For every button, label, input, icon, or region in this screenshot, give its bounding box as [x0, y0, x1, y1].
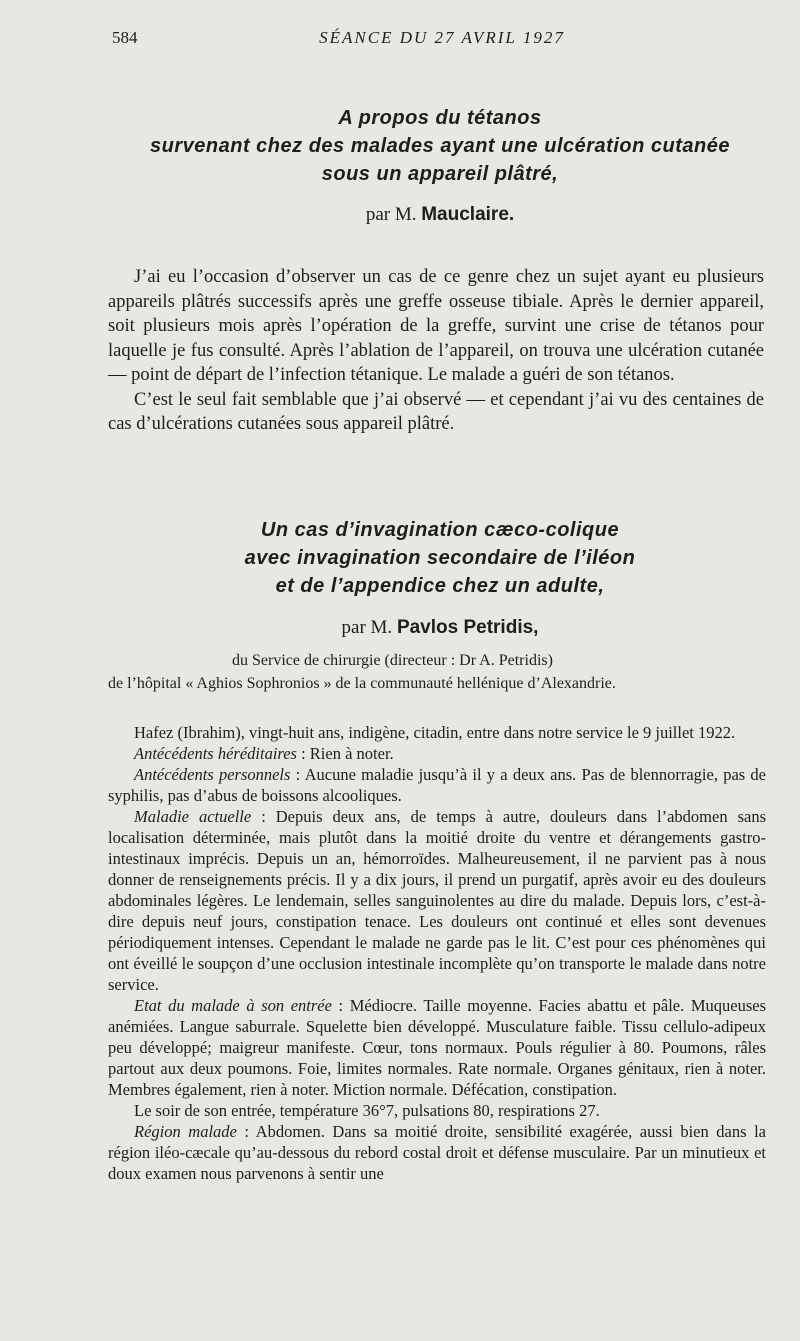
paragraph-label: Etat du malade à son entrée	[134, 996, 332, 1015]
author-name: Mauclaire.	[421, 204, 515, 225]
paragraph-label: Maladie actuelle	[134, 807, 252, 826]
paragraph-text: : Rien à noter.	[296, 744, 394, 763]
author-name: Pavlos Petridis,	[396, 617, 539, 638]
page-number: 584	[112, 28, 138, 47]
byline-prefix: par M.	[341, 617, 393, 638]
article2-byline	[100, 617, 780, 639]
paragraph: C’est le seul fait semblable que j’ai observé — et cependant j’ai vu des centaines de cas d’ulcérations cutanées sous appareil plâtré.	[108, 389, 764, 434]
article1-byline	[100, 204, 780, 226]
running-head	[112, 28, 772, 54]
paragraph	[108, 722, 766, 743]
article2-title	[100, 516, 780, 600]
paragraph: J’ai eu l’occasion d’observer un cas de ce genre chez un sujet ayant eu plusieurs appareils plâtrés successifs après une greffe osseuse tibiale. Après le dernier appareil, soit plusieurs mois après l’opération de la greffe, survint une crise de tétanos pour laquelle je fus consulté. Après l’ablation de l’appareil, on trouva une ulcération cutanée — point de départ de l’infection tétanique. Le malade a guéri de son tétanos.	[108, 267, 764, 385]
paragraph	[108, 995, 766, 1100]
article2-title-line: avec invagination secondaire de l’iléon	[244, 547, 636, 569]
paragraph-text: : Depuis deux ans, de temps à autre, douleurs dans l’abdomen sans localisation déterminée, mais plutôt dans la moitié droite du ventre et dérangements gastro-intestinaux imprécis. Depuis un an, hémorroïdes. Malheureusement, il ne parvient pas à nous donner de renseignements précis. Il y a dix jours, il prend un purgatif, après avoir eu des douleurs abdominales légères. Le lendemain, selles sanguinolentes au dire du malade. Depuis lors, c’est-à-dire depuis neuf jours, constipation tenace. Les douleurs ont continué et elles sont devenues périodiquement intenses. Cependant le malade ne garde pas le lit. C’est pour ces phénomènes qui ont éveillé le soupçon d’une occlusion intestinale incomplète qu’on transporte le malade dans notre service.	[108, 807, 766, 994]
article2-title-line: et de l’appendice chez un adulte,	[275, 575, 605, 597]
article1-body	[108, 265, 764, 437]
paragraph-text: Hafez (Ibrahim), vingt-huit ans, indigène, citadin, entre dans notre service le 9 juillet 1922.	[134, 723, 736, 742]
article1-title	[100, 104, 780, 188]
paragraph-label: Antécédents personnels	[134, 765, 291, 784]
article2-title-line: Un cas d’invagination cæco-colique	[260, 519, 620, 541]
byline-prefix: par M.	[365, 204, 417, 225]
paragraph	[108, 764, 766, 806]
affiliation-line: de l’hôpital « Aghios Sophronios » de la communauté hellénique d’Alexandrie.	[108, 675, 616, 692]
paragraph	[108, 743, 766, 764]
paragraph-label: Région malade	[134, 1122, 237, 1141]
article2-body	[108, 722, 766, 1184]
article1-title-line: survenant chez des malades ayant une ulcération cutanée	[150, 135, 730, 157]
paragraph	[108, 1100, 766, 1121]
paragraph-text: : Médiocre. Taille moyenne. Facies abattu et pâle. Muqueuses anémiées. Langue saburrale. Squelette bien développé. Musculature faible. Tissu cellulo-adipeux peu développé; maigreur manifeste. Cœur, tons normaux. Pouls régulier à 80. Poumons, râles partout aux deux poumons. Foie, limites normales. Rate normale. Organes génitaux, rien à noter. Membres également, rien à noter. Miction normale. Défécation, constipation.	[108, 996, 766, 1099]
paragraph-text: : Abdomen. Dans sa moitié droite, sensibilité exagérée, aussi bien dans la région iléo-cæcale qu’au-dessous du rebord costal droit et défense musculaire. Par un minutieux et doux examen nous parvenons à sentir une	[108, 1122, 767, 1183]
article1-title-line: sous un appareil plâtré,	[321, 163, 559, 185]
affiliation-line: du Service de chirurgie (directeur : Dr A. Petridis)	[232, 652, 553, 669]
paragraph-text: : Aucune maladie jusqu’à il y a deux ans. Pas de blennorragie, pas de syphilis, pas d’abus de boissons alcooliques.	[108, 765, 766, 805]
paragraph-text: Le soir de son entrée, température 36°7, pulsations 80, respirations 27.	[134, 1101, 600, 1120]
running-title: SÉANCE DU 27 AVRIL 1927	[319, 28, 565, 47]
paragraph-label: Antécédents héréditaires	[134, 744, 297, 763]
paragraph	[108, 1121, 766, 1184]
article1-title-line: A propos du tétanos	[338, 107, 542, 129]
paragraph	[108, 806, 766, 995]
